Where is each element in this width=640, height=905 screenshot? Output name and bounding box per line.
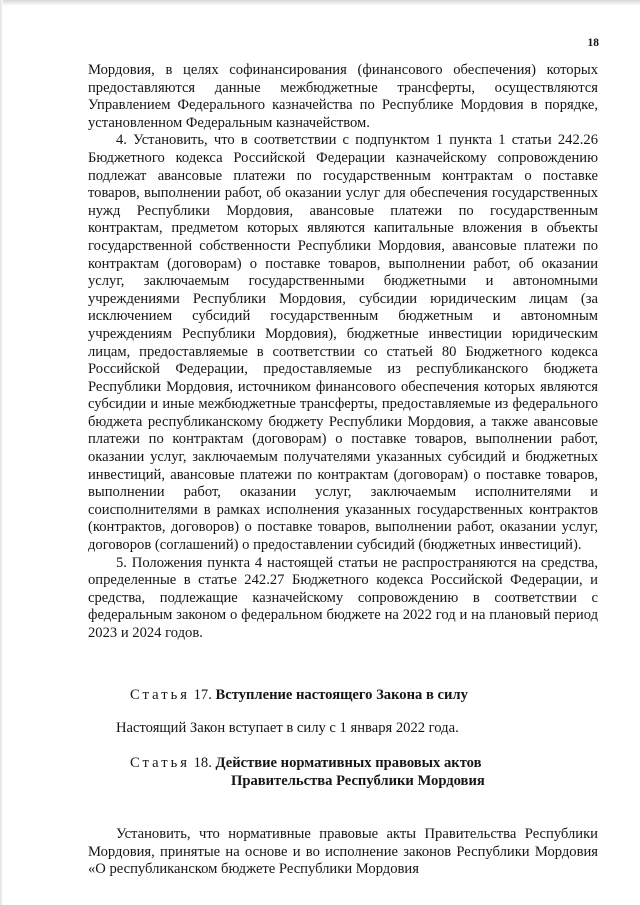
- paragraph-continuation: Мордовия, в целях софинансирования (финансового обеспечения) которых предоставляются данные межбюджетные трансферты, осуществляются Управлением Федерального казначейства по Республике Мордовия в порядке, установленном Федеральным казначейством.: [88, 62, 598, 131]
- scan-edge-left: [0, 0, 3, 905]
- article-word: Статья: [130, 687, 190, 703]
- article-18-text: Установить, что нормативные правовые акты Правительства Республики Мордовия, принятые на основе и во исполнение законов Республики Мордовия «О республиканском бюджете Республики Мордовия: [88, 826, 598, 878]
- article-word: Статья: [130, 755, 190, 771]
- paragraph-4: 4. Установить, что в соответствии с подпунктом 1 пункта 1 статьи 242.26 Бюджетного кодекса Российской Федерации казначейскому сопровождению подлежат авансовые платежи по государственным контрактам о поставке товаров, выполнении работ, об оказании услуг для обеспечения государственных нужд Республики Мордовия, авансовые платежи по государственным контрактам, предметом которых являются капитальные вложения в объекты государственной собственности Республики Мордовия, авансовые платежи по контрактам (договорам) о поставке товаров, выполнении работ, об оказании услуг, заключаемым государственными бюджетными и автономными учреждениями Республики Мордовия, субсидии юридическим лицам (за исключением субсидий государственным бюджетным и автономным учреждениям Республики Мордовия), бюджетные инвестиции юридическим лицам, предоставляемые в соответствии со статьей 80 Бюджетного кодекса Российской Федерации, предоставляемые из республиканского бюджета Республики Мордовия, источником финансового обеспечения которых являются субсидии и иные межбюджетные трансферты, предоставляемые из федерального бюджета республиканскому бюджету Республики Мордовия, а также авансовые платежи по контрактам (договорам) о поставке товаров, выполнении работ, оказании услуг, заключаемым получателями указанных субсидий и бюджетных инвестиций, авансовые платежи по контрактам (договорам) о поставке товаров, выполнении работ, оказании услуг, заключаемым исполнителями и соисполнителями в рамках исполнения указанных государственных контрактов (контрактов, договоров) о поставке товаров, выполнении работ, оказании услуг, договоров (соглашений) о предоставлении субсидий (бюджетных инвестиций).: [88, 132, 598, 554]
- article-17-title: Вступление настоящего Закона в силу: [215, 687, 468, 703]
- article-number: 17.: [193, 687, 212, 703]
- article-17-text: Настоящий Закон вступает в силу с 1 января 2022 года.: [116, 720, 459, 736]
- article-18-body: [88, 826, 598, 879]
- scan-edge-top: [0, 0, 640, 6]
- article-18-title-line1: Действие нормативных правовых актов: [215, 755, 482, 771]
- paragraph-5: 5. Положения пункта 4 настоящей статьи не распространяются на средства, определенные в статье 242.27 Бюджетного кодекса Российской Федерации, и средства, подлежащие казначейскому сопровождению в соответствии с федеральным законом о федеральном бюджете на 2022 год и на плановый период 2023 и 2024 годов.: [88, 554, 598, 641]
- body-text: [88, 62, 598, 643]
- article-17-heading: [130, 686, 600, 704]
- article-18-title-line2: Правительства Республики Мордовия: [231, 773, 485, 789]
- article-17-body: [88, 720, 598, 738]
- article-18-heading: [130, 754, 600, 790]
- page-number: 18: [587, 37, 599, 49]
- article-number: 18.: [193, 755, 212, 771]
